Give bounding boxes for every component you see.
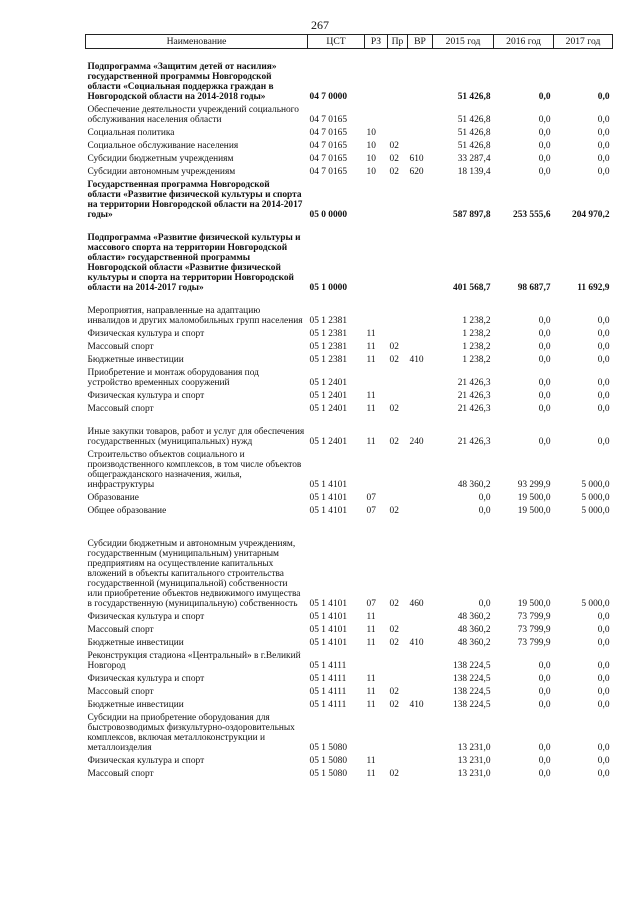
cell-rz: 07 [366,493,376,503]
table-row [86,609,613,622]
table-row [86,648,613,671]
cell-pr: 02 [389,154,399,164]
cell-y2016: 19 500,0 [517,506,551,516]
cell-y2016: 0,0 [538,167,551,177]
cell-rz: 11 [366,700,376,710]
cell-y2017: 0,0 [597,128,610,138]
header-2016: 2016 год [494,35,554,49]
cell-name: Государственная программа Новгородской области «Развитие физической культуры и спорта на территории Новгородской области на 2014-2017 годы» [87,180,303,220]
cell-pr [388,753,408,766]
cell-name: Бюджетные инвестиции [87,700,184,710]
cell-name: Приобретение и монтаж оборудования под устройство временных сооружений [87,368,259,388]
cell-vr: 620 [409,167,424,177]
cell-pr [388,326,408,339]
cell-name: Подпрограмма «Защитим детей от насилия» государственной программы Новгородской области «Социальная поддержка граждан в Новгородской области на 2014-2018 годы» [87,62,277,102]
cell-pr: 02 [389,342,399,352]
cell-rz: 10 [366,154,376,164]
cell-vr [408,622,433,635]
cell-cst: 05 1 2381 [309,316,347,326]
cell-name: Иные закупки товаров, работ и услуг для обеспечения государственных (муниципальных) нужд [87,427,305,447]
table-row [86,138,613,151]
cell-y2017: 0,0 [597,115,610,125]
table-row [86,503,613,516]
cell-y2016: 0,0 [538,756,551,766]
page-number: 267 [311,18,329,32]
cell-rz: 11 [366,391,376,401]
cell-y2016: 0,0 [538,743,551,753]
cell-pr [388,609,408,622]
cell-y2016: 0,0 [538,316,551,326]
cell-y2016: 19 500,0 [517,493,551,503]
cell-cst: 04 7 0165 [309,167,347,177]
cell-cst: 05 1 4101 [309,480,347,490]
cell-name: Массовый спорт [87,769,154,779]
cell-rz [365,293,388,326]
cell-pr: 02 [389,599,399,609]
cell-vr [408,401,433,414]
cell-rz: 11 [366,674,376,684]
table-row [86,365,613,388]
cell-y2015: 0,0 [478,599,491,609]
cell-y2015: 0,0 [478,506,491,516]
cell-name: Массовый спорт [87,625,154,635]
cell-y2016: 0,0 [538,329,551,339]
cell-y2015: 138 224,5 [453,674,491,684]
cell-pr [388,125,408,138]
header-vr: ВР [408,35,433,49]
cell-y2016: 73 799,9 [517,612,551,622]
cell-pr [388,177,408,220]
cell-y2017: 5 000,0 [581,493,610,503]
cell-vr [408,388,433,401]
cell-vr [408,671,433,684]
cell-pr [388,710,408,753]
cell-vr [408,177,433,220]
table-row [86,490,613,503]
cell-vr [408,102,433,125]
cell-y2017: 0,0 [597,700,610,710]
cell-pr: 02 [389,355,399,365]
cell-name: Субсидии бюджетным и автономным учреждениям, государственным (муниципальным) унитарным предприятиям на осуществление капитальных вложений в объекты капитального строительства государственной (муниципальной) собственности или приобретение объектов недвижимого имущества в государственную (муниципальную) собственность [87,539,301,609]
cell-cst: 05 1 2381 [309,342,347,352]
cell-vr [408,766,433,779]
cell-name: Социальное обслуживание населения [87,141,239,151]
cell-y2016: 98 687,7 [517,283,551,293]
cell-name: Бюджетные инвестиции [87,638,184,648]
cell-cst: 05 1 4101 [309,506,347,516]
cell-rz: 11 [366,329,376,339]
table-row [86,697,613,710]
cell-y2015: 21 426,3 [457,437,491,447]
cell-name: Реконструкция стадиона «Центральный» в г.Великий Новгород [87,651,301,671]
cell-y2016: 0,0 [538,674,551,684]
cell-y2016: 0,0 [538,154,551,164]
cell-vr [408,220,433,293]
cell-rz: 07 [366,599,376,609]
cell-y2017: 0,0 [597,743,610,753]
cell-cst: 05 1 4111 [309,687,347,697]
cell-vr: 410 [409,700,424,710]
cell-vr [408,125,433,138]
cell-cst: 05 1 5080 [309,769,347,779]
cell-y2015: 21 426,3 [457,404,491,414]
cell-pr: 02 [389,437,399,447]
cell-vr: 460 [409,599,424,609]
cell-name: Образование [87,493,139,503]
cell-y2015: 13 231,0 [457,743,491,753]
cell-pr [388,447,408,490]
cell-name: Массовый спорт [87,404,154,414]
cell-y2017: 5 000,0 [581,480,610,490]
cell-pr [388,490,408,503]
table-row [86,339,613,352]
cell-pr: 02 [389,700,399,710]
cell-cst: 05 1 2401 [309,437,347,447]
cell-y2017: 0,0 [597,769,610,779]
cell-name: Физическая культура и спорт [87,612,205,622]
table-row [86,352,613,365]
cell-y2017: 0,0 [597,437,610,447]
cell-y2016: 0,0 [538,128,551,138]
cell-y2017: 0,0 [597,355,610,365]
cell-y2016: 0,0 [538,687,551,697]
cell-pr: 02 [389,404,399,414]
cell-y2015: 18 139,4 [457,167,491,177]
cell-y2016: 0,0 [538,141,551,151]
cell-y2016: 0,0 [538,404,551,414]
table-row [86,684,613,697]
cell-rz [365,102,388,125]
cell-y2015: 1 238,2 [462,342,491,352]
cell-y2017: 11 692,9 [577,283,610,293]
cell-cst: 05 1 4101 [309,638,347,648]
cell-pr: 02 [389,141,399,151]
cell-cst: 05 1 4101 [309,493,347,503]
cell-vr: 410 [409,638,424,648]
cell-name: Субсидии автономным учреждениям [87,167,236,177]
table-row [86,710,613,753]
table-body [86,49,613,780]
cell-rz: 11 [366,404,376,414]
cell-vr [408,684,433,697]
cell-vr [408,447,433,490]
cell-rz: 11 [366,756,376,766]
cell-y2017: 0,0 [597,329,610,339]
cell-rz: 10 [366,167,376,177]
cell-vr [408,365,433,388]
table-header-row [86,35,613,49]
header-2017: 2017 год [554,35,613,49]
cell-vr [408,138,433,151]
cell-cst: 05 1 2401 [309,404,347,414]
table-row [86,177,613,220]
table-row [86,414,613,447]
cell-name: Физическая культура и спорт [87,391,205,401]
cell-y2016: 0,0 [538,700,551,710]
cell-rz: 11 [366,687,376,697]
cell-pr: 02 [389,625,399,635]
cell-pr [388,220,408,293]
cell-y2016: 0,0 [538,769,551,779]
cell-y2015: 51 426,8 [457,92,491,102]
cell-pr [388,365,408,388]
cell-y2015: 48 360,2 [457,612,491,622]
cell-pr: 02 [389,769,399,779]
cell-vr [408,609,433,622]
cell-y2015: 21 426,3 [457,391,491,401]
header-cst: ЦСТ [308,35,365,49]
cell-y2016: 93 299,9 [517,480,551,490]
cell-y2017: 5 000,0 [581,506,610,516]
cell-y2015: 51 426,8 [457,128,491,138]
cell-y2015: 1 238,2 [462,316,491,326]
table-row [86,671,613,684]
cell-y2015: 138 224,5 [453,687,491,697]
cell-y2016: 253 555,6 [513,210,551,220]
cell-name: Бюджетные инвестиции [87,355,184,365]
cell-y2015: 1 238,2 [462,355,491,365]
cell-name: Физическая культура и спорт [87,674,205,684]
cell-y2015: 0,0 [478,493,491,503]
cell-name: Социальная политика [87,128,175,138]
cell-y2017: 0,0 [597,167,610,177]
cell-rz: 11 [366,437,376,447]
cell-vr: 240 [409,437,424,447]
cell-cst: 04 7 0165 [309,154,347,164]
cell-pr [388,49,408,103]
cell-y2015: 13 231,0 [457,756,491,766]
cell-rz [365,177,388,220]
cell-vr [408,339,433,352]
cell-vr [408,490,433,503]
cell-cst: 04 7 0000 [309,92,347,102]
cell-name: Общее образование [87,506,167,516]
cell-cst: 05 1 2381 [309,355,347,365]
cell-rz: 11 [366,769,376,779]
cell-rz: 07 [366,506,376,516]
header-name: Наименование [86,35,308,49]
table-row [86,326,613,339]
cell-y2016: 0,0 [538,92,551,102]
cell-pr [388,293,408,326]
cell-y2015: 48 360,2 [457,625,491,635]
cell-y2017: 0,0 [597,154,610,164]
cell-y2017: 0,0 [597,404,610,414]
table-row [86,635,613,648]
cell-y2017: 0,0 [597,612,610,622]
cell-pr: 02 [389,506,399,516]
cell-y2017: 0,0 [597,378,610,388]
cell-name: Строительство объектов социального и производственного комплексов, в том числе объектов общегражданского назначения, жилья, инфраструктуры [87,450,302,490]
cell-name: Мероприятия, направленные на адаптацию инвалидов и других маломобильных групп населения [87,306,303,326]
cell-y2015: 587 897,8 [453,210,491,220]
cell-cst: 05 1 4111 [309,661,347,671]
cell-rz: 11 [366,612,376,622]
cell-y2015: 21 426,3 [457,378,491,388]
cell-y2016: 0,0 [538,355,551,365]
cell-y2016: 0,0 [538,661,551,671]
cell-cst: 05 1 2401 [309,391,347,401]
header-2015: 2015 год [433,35,494,49]
budget-table [85,34,613,779]
table-row [86,401,613,414]
table-row [86,766,613,779]
cell-y2015: 13 231,0 [457,769,491,779]
cell-name: Массовый спорт [87,342,154,352]
table-row [86,516,613,609]
cell-pr [388,388,408,401]
cell-cst: 05 1 2401 [309,378,347,388]
cell-rz: 10 [366,128,376,138]
cell-y2017: 204 970,2 [572,210,610,220]
cell-y2017: 5 000,0 [581,599,610,609]
cell-name: Физическая культура и спорт [87,329,205,339]
cell-cst: 05 1 4101 [309,625,347,635]
cell-vr [408,503,433,516]
cell-pr: 02 [389,167,399,177]
cell-cst: 05 1 2381 [309,329,347,339]
cell-name: Субсидии на приобретение оборудования для быстровозводимых физкультурно-оздоровительных комплексов, включая металлоконструкции и металлоизделия [87,713,295,753]
cell-vr [408,710,433,753]
cell-y2017: 0,0 [597,674,610,684]
table-row [86,49,613,103]
cell-rz [365,49,388,103]
cell-y2015: 401 568,7 [453,283,491,293]
cell-y2017: 0,0 [597,141,610,151]
cell-rz: 11 [366,625,376,635]
cell-cst: 05 0 0000 [309,210,347,220]
cell-y2016: 0,0 [538,342,551,352]
cell-y2016: 19 500,0 [517,599,551,609]
cell-name: Физическая культура и спорт [87,756,205,766]
cell-rz [365,710,388,753]
cell-cst: 05 1 5080 [309,743,347,753]
cell-name: Обеспечение деятельности учреждений социального обслуживания населения области [87,105,299,125]
cell-rz [365,447,388,490]
cell-y2017: 0,0 [597,687,610,697]
cell-y2017: 0,0 [597,316,610,326]
cell-pr [388,102,408,125]
cell-rz: 11 [366,342,376,352]
table-row [86,102,613,125]
cell-cst: 05 1 4101 [309,612,347,622]
cell-y2016: 73 799,9 [517,625,551,635]
cell-cst: 05 1 0000 [309,283,347,293]
cell-y2017: 0,0 [597,638,610,648]
cell-y2016: 73 799,9 [517,638,551,648]
cell-name: Подпрограмма «Развитие физической культуры и массового спорта на территории Новгородской области» государственной программы Новгородской области «Развитие физической культуры и спорта на территории Новгородской области на 2014-2017 годы» [87,233,301,293]
cell-rz [365,365,388,388]
cell-rz: 10 [366,141,376,151]
cell-rz [365,220,388,293]
cell-y2015: 138 224,5 [453,661,491,671]
table-row [86,220,613,293]
cell-cst: 04 7 0165 [309,128,347,138]
cell-vr: 410 [409,355,424,365]
table-row [86,164,613,177]
cell-cst: 05 1 4101 [309,599,347,609]
cell-y2015: 51 426,8 [457,115,491,125]
table-row [86,151,613,164]
table-row [86,125,613,138]
cell-rz: 11 [366,355,376,365]
cell-pr [388,648,408,671]
table-row [86,293,613,326]
cell-cst: 04 7 0165 [309,115,347,125]
cell-y2017: 0,0 [597,342,610,352]
cell-y2015: 1 238,2 [462,329,491,339]
table-row [86,622,613,635]
cell-y2016: 0,0 [538,391,551,401]
cell-cst: 04 7 0165 [309,141,347,151]
cell-y2015: 51 426,8 [457,141,491,151]
cell-y2016: 0,0 [538,378,551,388]
cell-vr [408,293,433,326]
cell-y2017: 0,0 [597,661,610,671]
cell-cst: 05 1 5080 [309,756,347,766]
cell-y2015: 48 360,2 [457,638,491,648]
cell-y2017: 0,0 [597,756,610,766]
cell-rz [365,648,388,671]
table-row [86,447,613,490]
cell-vr [408,49,433,103]
cell-vr [408,326,433,339]
cell-y2017: 0,0 [597,625,610,635]
cell-cst: 05 1 4111 [309,700,347,710]
cell-y2015: 48 360,2 [457,480,491,490]
cell-y2016: 0,0 [538,437,551,447]
cell-name: Субсидии бюджетным учреждениям [87,154,234,164]
cell-y2017: 0,0 [597,391,610,401]
header-rz: РЗ [365,35,388,49]
cell-cst: 05 1 4111 [309,674,347,684]
cell-y2015: 138 224,5 [453,700,491,710]
cell-vr [408,753,433,766]
cell-rz: 11 [366,638,376,648]
header-pr: Пр [388,35,408,49]
cell-vr [408,648,433,671]
cell-vr: 610 [409,154,424,164]
cell-pr: 02 [389,687,399,697]
cell-y2017: 0,0 [597,92,610,102]
cell-pr [388,671,408,684]
table-row [86,753,613,766]
cell-name: Массовый спорт [87,687,154,697]
table-row [86,388,613,401]
cell-y2015: 33 287,4 [457,154,491,164]
cell-y2016: 0,0 [538,115,551,125]
cell-pr: 02 [389,638,399,648]
